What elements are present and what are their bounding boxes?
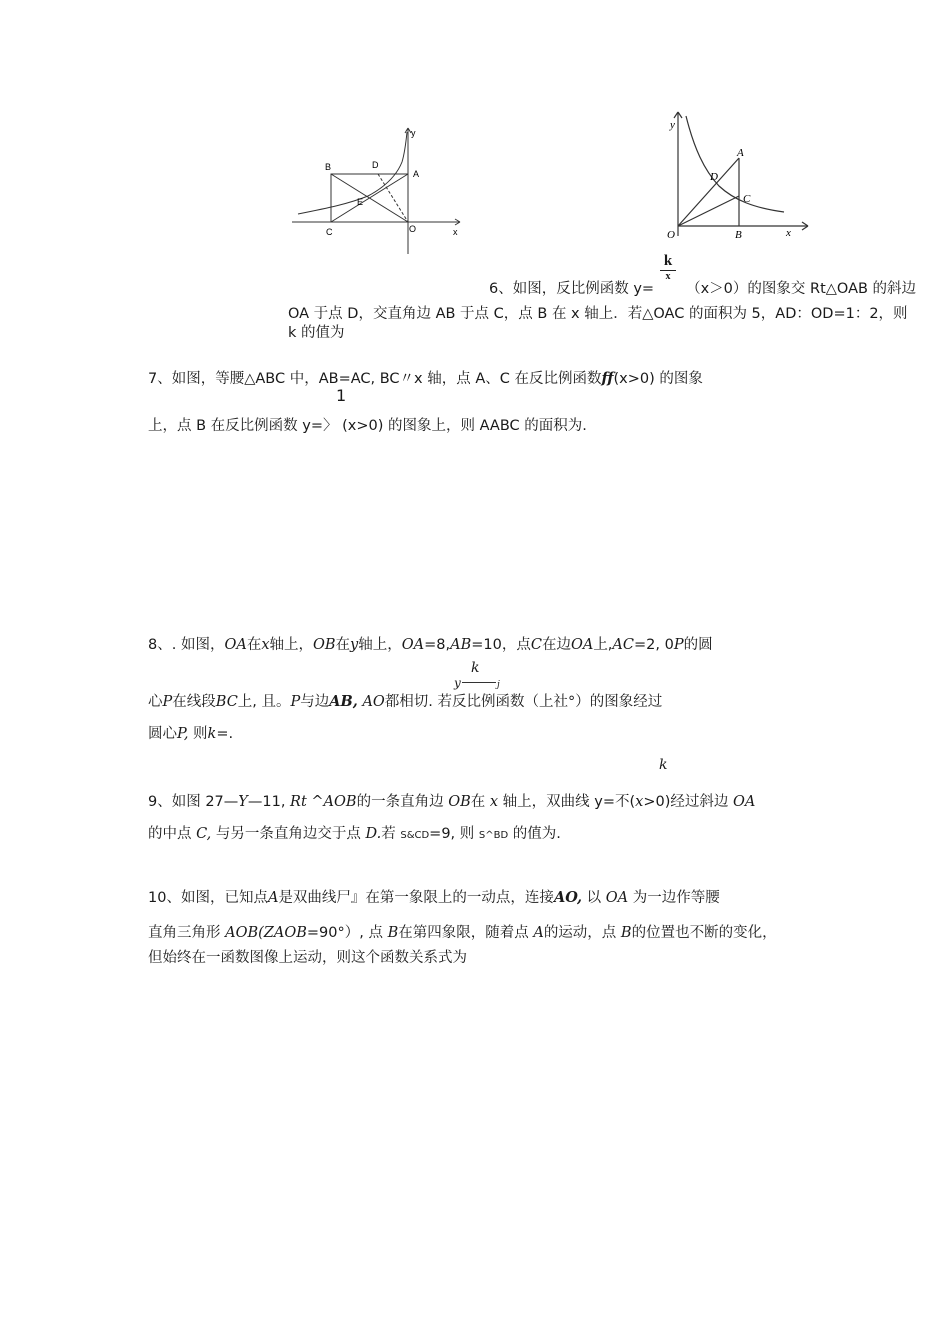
label-B: B [325,162,332,172]
q6-line3: k 的值为 [288,325,345,341]
q8-c: C [530,637,542,653]
q7-line1-sym: ff [601,370,614,387]
q9-k-label: k [659,757,668,773]
q7-line1 [148,367,703,388]
q8-p: P [673,637,684,653]
label-A: A [737,147,744,159]
label-D: D [372,160,379,170]
q8-l2-ao: AO [362,694,385,710]
q8-l3-t1: 圆心 [148,726,177,742]
q10-line3: 但始终在一函数图像上运动，则这个函数关系式为 [148,950,467,966]
q8-t9: 上, [593,637,613,653]
q9-t3: 的一条直角边 [356,794,444,810]
q8-l2-t1: 心 [148,694,163,710]
q10-oa: OA [605,890,629,906]
q10-t3: 以 [586,890,602,906]
q8-frac-y: y [454,676,461,690]
q10-l2-t5: 的位置也不断的变化， [631,925,777,941]
q8-l2-ab: AB, [329,693,358,710]
q9-x2: x [635,794,644,810]
q8-t7: =10，点 [471,637,531,653]
q9-y: Y [238,794,248,810]
q8-t10: =2, 0 [634,637,674,653]
q8-l2-t4: 与边 [300,694,330,710]
q10-l2-t2: =90°）, 点 [306,925,383,941]
q9-t5: 轴上，双曲线 y=不( [502,794,636,810]
q6-line2: OA 于点 D，交直角边 AB 于点 C，点 B 在 x 轴上．若△OAC 的面积为 5，AD：OD=1：2，则 [288,306,908,322]
q8-ac: AC [612,637,634,653]
q8-l2-p2: P [290,694,301,710]
label-x: x [453,227,458,237]
figure-1-rectangle-hyperbola [288,122,468,260]
q8-l3-t2: 则 [193,726,208,742]
q8-t1: 8、. 如图， [148,637,225,653]
q8-l2-bc: BC [215,694,238,710]
q9-l2-d: D. [365,826,382,842]
q8-ab: AB [450,637,472,653]
q9-oa: OA [732,794,756,810]
q9-l2-t5: 则 [459,826,475,842]
q10-t1: 10、如图，已知点 [148,890,268,906]
q8-l2-p: P [162,694,173,710]
q9-l2-c: C, [196,826,212,842]
label-y: y [411,128,416,138]
label-A: A [413,169,420,179]
q8-t3: 轴上， [269,637,313,653]
q10-l2-t3: 在第四象限，随着点 [398,925,529,941]
q8-oa2: OA [401,637,425,653]
q6-line1-a: 6、如图，反比例函数 y= [489,281,655,297]
q9-line1 [148,790,755,811]
q8-x: x [261,637,270,653]
q7-line1-a: 7、如图，等腰△ABC 中，AB=AC, BC〃x 轴，点 A、C 在反比例函数 [148,371,602,387]
hyperbola-curve [686,116,784,212]
q9-l2-s2: S^BD [478,830,509,841]
label-E: E [357,197,364,207]
segment-oc [678,196,739,226]
q9-l2-s1: S&CD [400,830,430,841]
q8-frac-sub: j [497,680,500,690]
q10-l2-a: A [533,925,544,941]
q8-frac-k: k [471,660,480,676]
q10-line2 [148,921,777,942]
label-B: B [735,229,742,241]
q9-t6: >0)经过斜边 [643,794,729,810]
q9-ob: OB [448,794,471,810]
label-y: y [670,119,675,131]
q9-line2 [148,822,561,843]
q7-line1-b: (x>0) 的图象 [613,371,703,387]
q8-l3-k: k [207,726,217,742]
label-C: C [743,193,751,205]
q8-t5: 轴上， [358,637,402,653]
label-O: O [667,229,675,241]
q6-frac-den: x [665,271,671,282]
q8-line2 [148,690,662,711]
label-D: D [710,171,718,183]
q8-oa: OA [224,637,247,653]
q8-t6: =8, [424,637,451,653]
label-O: O [409,224,417,234]
q8-line1 [148,633,713,654]
q8-line3 [148,722,233,743]
q6-line1-b: （x＞0）的图象交 Rt△OAB 的斜边 [686,281,917,297]
q10-t2: 是双曲线尸』在第一象限上的一动点，连接 [278,890,554,906]
hypotenuse-oa [678,158,739,226]
q9-t1: 9、如图 27— [148,794,239,810]
q9-t2: —11, [247,794,286,810]
q9-l2-t4: =9, [429,826,456,842]
q9-rt: Rt [290,794,307,810]
q10-l2-t1: 直角三角形 [148,925,221,941]
q10-l2-b2: B [620,925,632,941]
q9-t4: 在 [470,794,486,810]
q10-a: A [267,890,279,906]
q10-l2-t4: 的运动，点 [543,925,617,941]
q9-l2-t1: 的中点 [148,826,192,842]
q10-line1 [148,886,720,907]
q8-frac-line [462,682,496,683]
figure-2-triangle-hyperbola [634,108,818,244]
q9-l2-t3: 若 [381,826,396,842]
label-C: C [326,227,333,237]
label-x: x [786,227,791,239]
hyperbola-curve [298,132,407,214]
q8-t4: 在 [335,637,351,653]
q8-l2-t5: 都相切. 若反比例函数（上社°）的图象经过 [384,694,663,710]
q8-oa3: OA [570,637,594,653]
q10-l2-aob: AOB(ZAOB [225,925,307,941]
q8-l3-p: P, [177,726,189,742]
q6-frac-num: k [663,253,673,269]
q8-l2-t2: 在线段 [172,694,216,710]
q10-t4: 为一边作等腰 [632,890,720,906]
q7-line2: 上，点 B 在反比例函数 y=〉 (x>0) 的图象上，则 AABC 的面积为. [148,418,587,434]
q9-l2-t6: 的值为. [512,826,561,842]
q8-t11: 的圆 [683,637,713,653]
q7-numeral: 1 [336,386,347,405]
q6-line1 [489,277,916,298]
q9-aob: ^AOB [311,794,357,810]
q8-y: y [350,637,359,653]
q9-x: x [489,794,499,810]
q8-ob: OB [313,637,336,653]
q10-l2-b: B [387,925,399,941]
q8-l2-t3: 上, 且。 [237,694,291,710]
q8-t2: 在 [246,637,262,653]
q8-t8: 在边 [541,637,571,653]
q10-ao: AO, [553,889,583,906]
q8-l3-t3: =. [216,726,234,742]
q9-l2-t2: 与另一条直角边交于点 [215,826,361,842]
